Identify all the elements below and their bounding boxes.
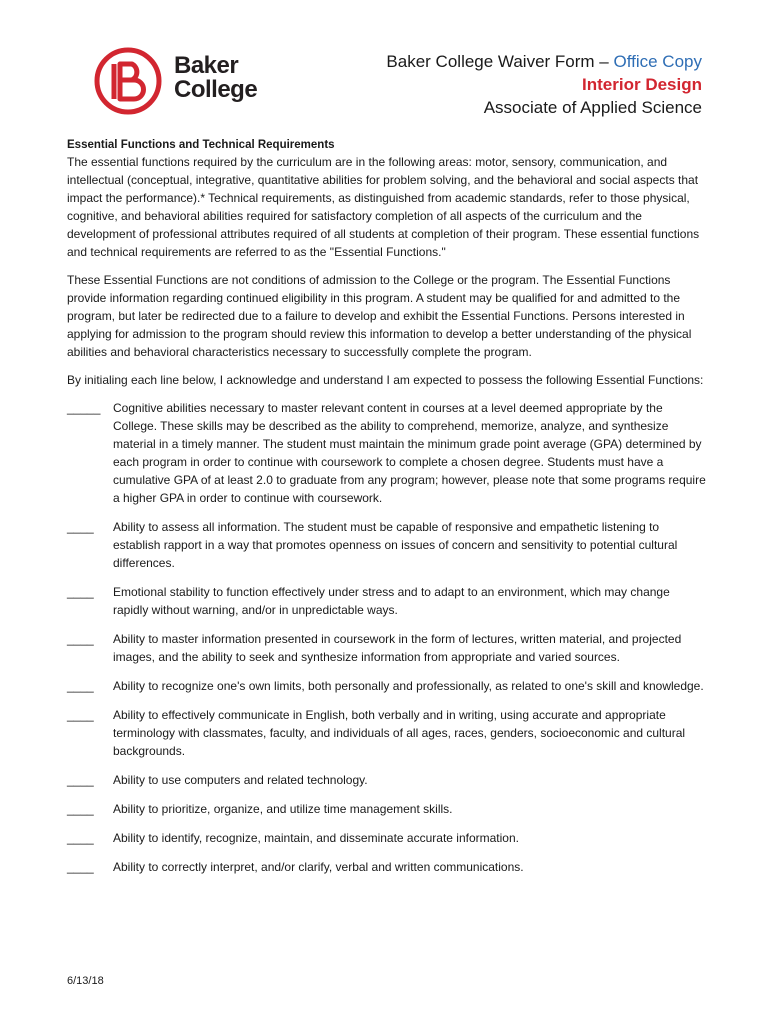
essential-function-item (67, 829, 707, 847)
initial-blank[interactable]: ____ (67, 585, 94, 599)
footer-date: 6/13/18 (67, 975, 104, 987)
essential-function-item (67, 399, 707, 507)
initial-blank[interactable]: ____ (67, 773, 94, 787)
logo-wordmark (174, 54, 257, 102)
essential-function-item (67, 677, 707, 695)
essential-function-text: Ability to effectively communicate in English, both verbally and in writing, using accurate and appropriate terminology with classmates, faculty, and individuals of all ages, races, genders, socioeconomic and cultural backgrounds. (113, 708, 686, 758)
essential-function-text: Cognitive abilities necessary to master relevant content in courses at a level deemed appropriate by the College. These skills may be described as the ability to comprehend, memorize, analyze, and synthesize material in a timely manner. The student must maintain the minimum grade point average (GPA) determined by each program in order to continue with coursework to complete a chosen degree. Students must have a cumulative GPA of at least 2.0 to graduate from any program; however, please note that some programs require a higher GPA in order to continue with coursework. (113, 401, 706, 505)
essential-function-item (67, 518, 707, 572)
initial-blank[interactable]: ____ (67, 520, 94, 534)
section-title: Essential Functions and Technical Requirements (67, 139, 335, 151)
essential-function-text: Ability to identify, recognize, maintain, and disseminate accurate information. (113, 831, 519, 845)
essential-function-item (67, 858, 707, 876)
essential-function-text: Ability to assess all information. The student must be capable of responsive and empathetic listening to establish rapport in a way that promotes openness on issues of concern and sensitivity to potential cultural differences. (113, 520, 678, 570)
form-copy-type: Office Copy (613, 52, 702, 71)
essential-function-text: Ability to master information presented in coursework in the form of lectures, written material, and projected images, and the ability to seek and synthesize information from appropriate and varied sources. (113, 632, 682, 664)
intro-paragraph: The essential functions required by the curriculum are in the following areas: motor, sensory, communication, and intellectual (conceptual, integrative, quantitative abilities for problem solving, and the behavioral and social aspects that impact the performance).* Technical requirements, as distinguished from academic standards, refer to those physical, cognitive, and behavioral abilities required for satisfactory completion of all aspects of the curriculum and the development of professional attributes required of all students at completion of their program. These essential functions and technical requirements are referred to as the "Essential Functions." (67, 155, 700, 259)
baker-college-emblem-icon (92, 45, 164, 117)
essential-function-item (67, 583, 707, 619)
form-content (67, 138, 707, 887)
acknowledge-paragraph: By initialing each line below, I acknowledge and understand I am expected to possess the following Essential Functions: (67, 373, 704, 387)
initial-blank[interactable]: ____ (67, 708, 94, 722)
essential-function-item (67, 800, 707, 818)
form-title (386, 50, 702, 73)
form-title-prefix: Baker College Waiver Form – (386, 52, 609, 71)
essential-function-text: Ability to prioritize, organize, and utilize time management skills. (113, 802, 453, 816)
baker-college-logo (92, 45, 272, 115)
degree-name: Associate of Applied Science (483, 98, 702, 117)
essential-function-item (67, 771, 707, 789)
initial-blank[interactable]: ____ (67, 860, 94, 874)
essential-function-item (67, 630, 707, 666)
essential-function-text: Ability to recognize one's own limits, both personally and professionally, as related to one's skill and knowledge. (113, 679, 704, 693)
initial-blank[interactable]: ____ (67, 831, 94, 845)
program-name: Interior Design (582, 75, 702, 94)
essential-function-text: Emotional stability to function effectively under stress and to adapt to an environment, which may change rapidly without warning, and/or in unpredictable ways. (113, 585, 670, 617)
essential-function-text: Ability to correctly interpret, and/or clarify, verbal and written communications. (113, 860, 524, 874)
essential-function-text: Ability to use computers and related technology. (113, 773, 368, 787)
initial-blank[interactable]: ____ (67, 802, 94, 816)
initial-blank[interactable]: ____ (67, 679, 94, 693)
conditions-paragraph: These Essential Functions are not conditions of admission to the College or the program. The Essential Functions provide information regarding continued eligibility in this program. A student may be qualified for and admitted to the program, but later be redirected due to a failure to develop and exhibit the Essential Functions. Persons interested in applying for admission to the program should review this information to develop a better understanding of the physical abilities and behavioral characteristics necessary to successfully complete the program. (67, 273, 692, 359)
initial-blank[interactable]: _____ (67, 401, 101, 415)
form-header (386, 50, 702, 119)
logo-line1: Baker (174, 52, 239, 79)
logo-line2: College (174, 76, 258, 103)
initial-blank[interactable]: ____ (67, 632, 94, 646)
essential-function-item (67, 706, 707, 760)
